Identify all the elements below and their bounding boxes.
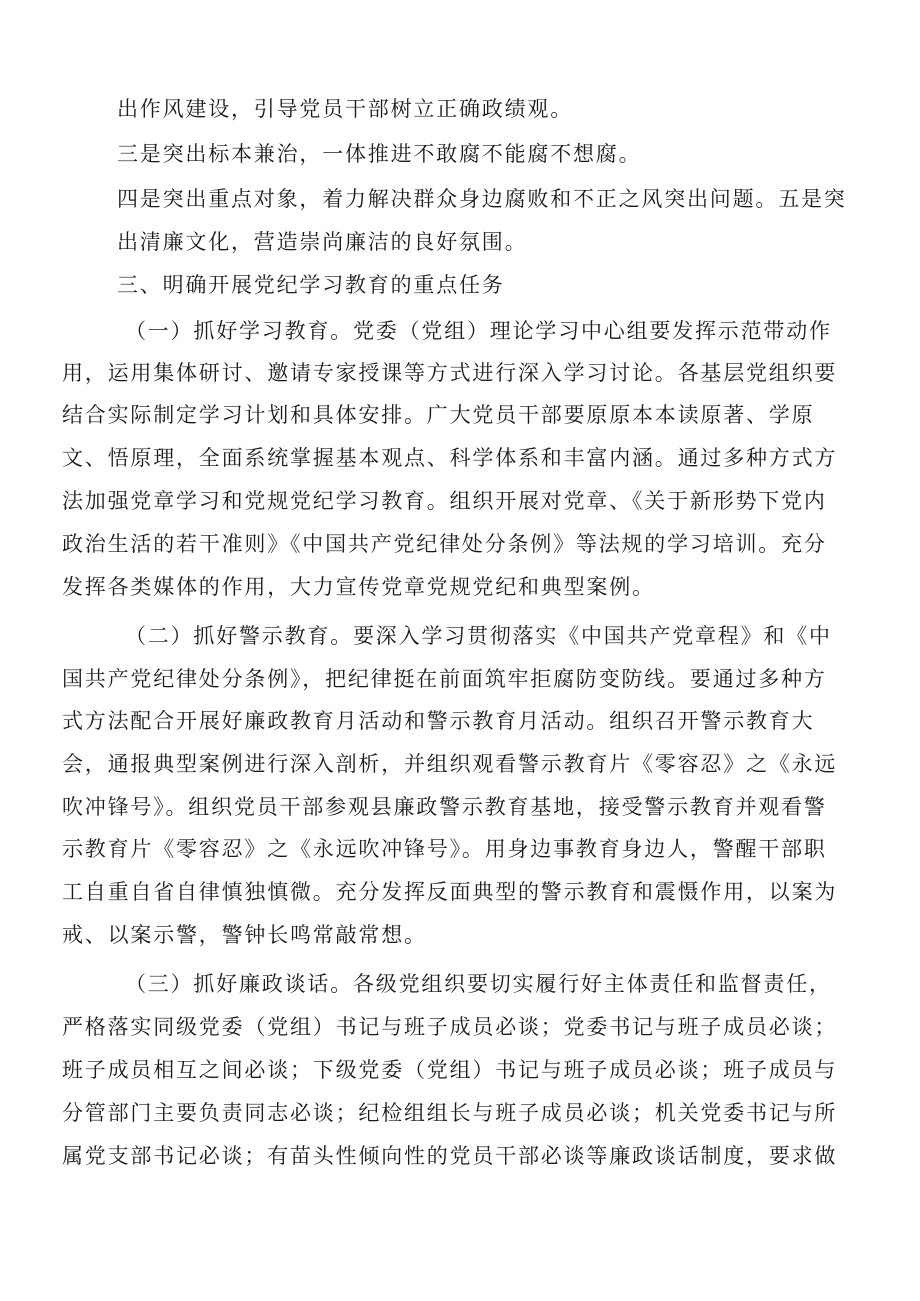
- text-line: 分管部门主要负责同志必谈；纪检组组长与班子成员必谈；机关党委书记与所: [62, 1101, 838, 1125]
- section-heading: 三、明确开展党纪学习教育的重点任务: [117, 273, 505, 297]
- text-line: 四是突出重点对象，着力解决群众身边腐败和不正之风突出问题。五是突: [117, 187, 847, 211]
- text-line: 法加强党章学习和党规党纪学习教育。组织开展对党章、《关于新形势下党内: [62, 489, 827, 513]
- text-line: 三是突出标本兼治，一体推进不敢腐不能腐不想腐。: [117, 142, 642, 166]
- text-line: 国共产党纪律处分条例》，把纪律挺在前面筑牢拒腐防变防线。要通过多种方: [62, 667, 827, 691]
- text-line: 文、悟原理，全面系统掌握基本观点、科学体系和丰富内涵。通过多种方式方: [62, 446, 838, 470]
- text-line: 班子成员相互之间必谈；下级党委（党组）书记与班子成员必谈；班子成员与: [62, 1058, 838, 1082]
- text-line: （三）抓好廉政谈话。各级党组织要切实履行好主体责任和监督责任，: [125, 972, 832, 996]
- text-line: 戒、以案示警，警钟长鸣常敲常想。: [62, 923, 427, 947]
- text-line: 示教育片《零容忍》之《永远吹冲锋号》。用身边事教育身边人，警醒干部职: [62, 837, 827, 861]
- text-line: （二）抓好警示教育。要深入学习贯彻落实《中国共产党章程》和《中: [125, 624, 832, 648]
- text-line: 出作风建设，引导党员干部树立正确政绩观。: [117, 97, 573, 121]
- text-line: 出清廉文化，营造崇尚廉洁的良好氛围。: [117, 230, 528, 254]
- text-line: 式方法配合开展好廉政教育月活动和警示教育月活动。组织召开警示教育大: [62, 709, 815, 733]
- text-line: 用，运用集体研讨、邀请专家授课等方式进行深入学习讨论。各基层党组织要: [62, 361, 838, 385]
- text-line: 属党支部书记必谈；有苗头性倾向性的党员干部必谈等廉政谈话制度，要求做: [62, 1144, 838, 1168]
- text-line: 结合实际制定学习计划和具体安排。广大党员干部要原原本本读原著、学原: [62, 403, 815, 427]
- text-line: 工自重自省自律慎独慎微。充分发挥反面典型的警示教育和震慑作用，以案为: [62, 880, 838, 904]
- text-line: 会，通报典型案例进行深入剖析，并组织观看警示教育片《零容忍》之《永远: [62, 752, 838, 776]
- text-line: 政治生活的若干准则》《中国共产党纪律处分条例》等法规的学习培训。充分: [62, 532, 827, 556]
- text-line: 吹冲锋号》。组织党员干部参观县廉政警示教育基地，接受警示教育并观看警: [62, 795, 827, 819]
- text-line: 严格落实同级党委（党组）书记与班子成员必谈；党委书记与班子成员必谈；: [62, 1015, 838, 1039]
- text-line: 发挥各类媒体的作用，大力宣传党章党规党纪和典型案例。: [62, 575, 655, 599]
- text-line: （一）抓好学习教育。党委（党组）理论学习中心组要发挥示范带动作: [125, 319, 832, 343]
